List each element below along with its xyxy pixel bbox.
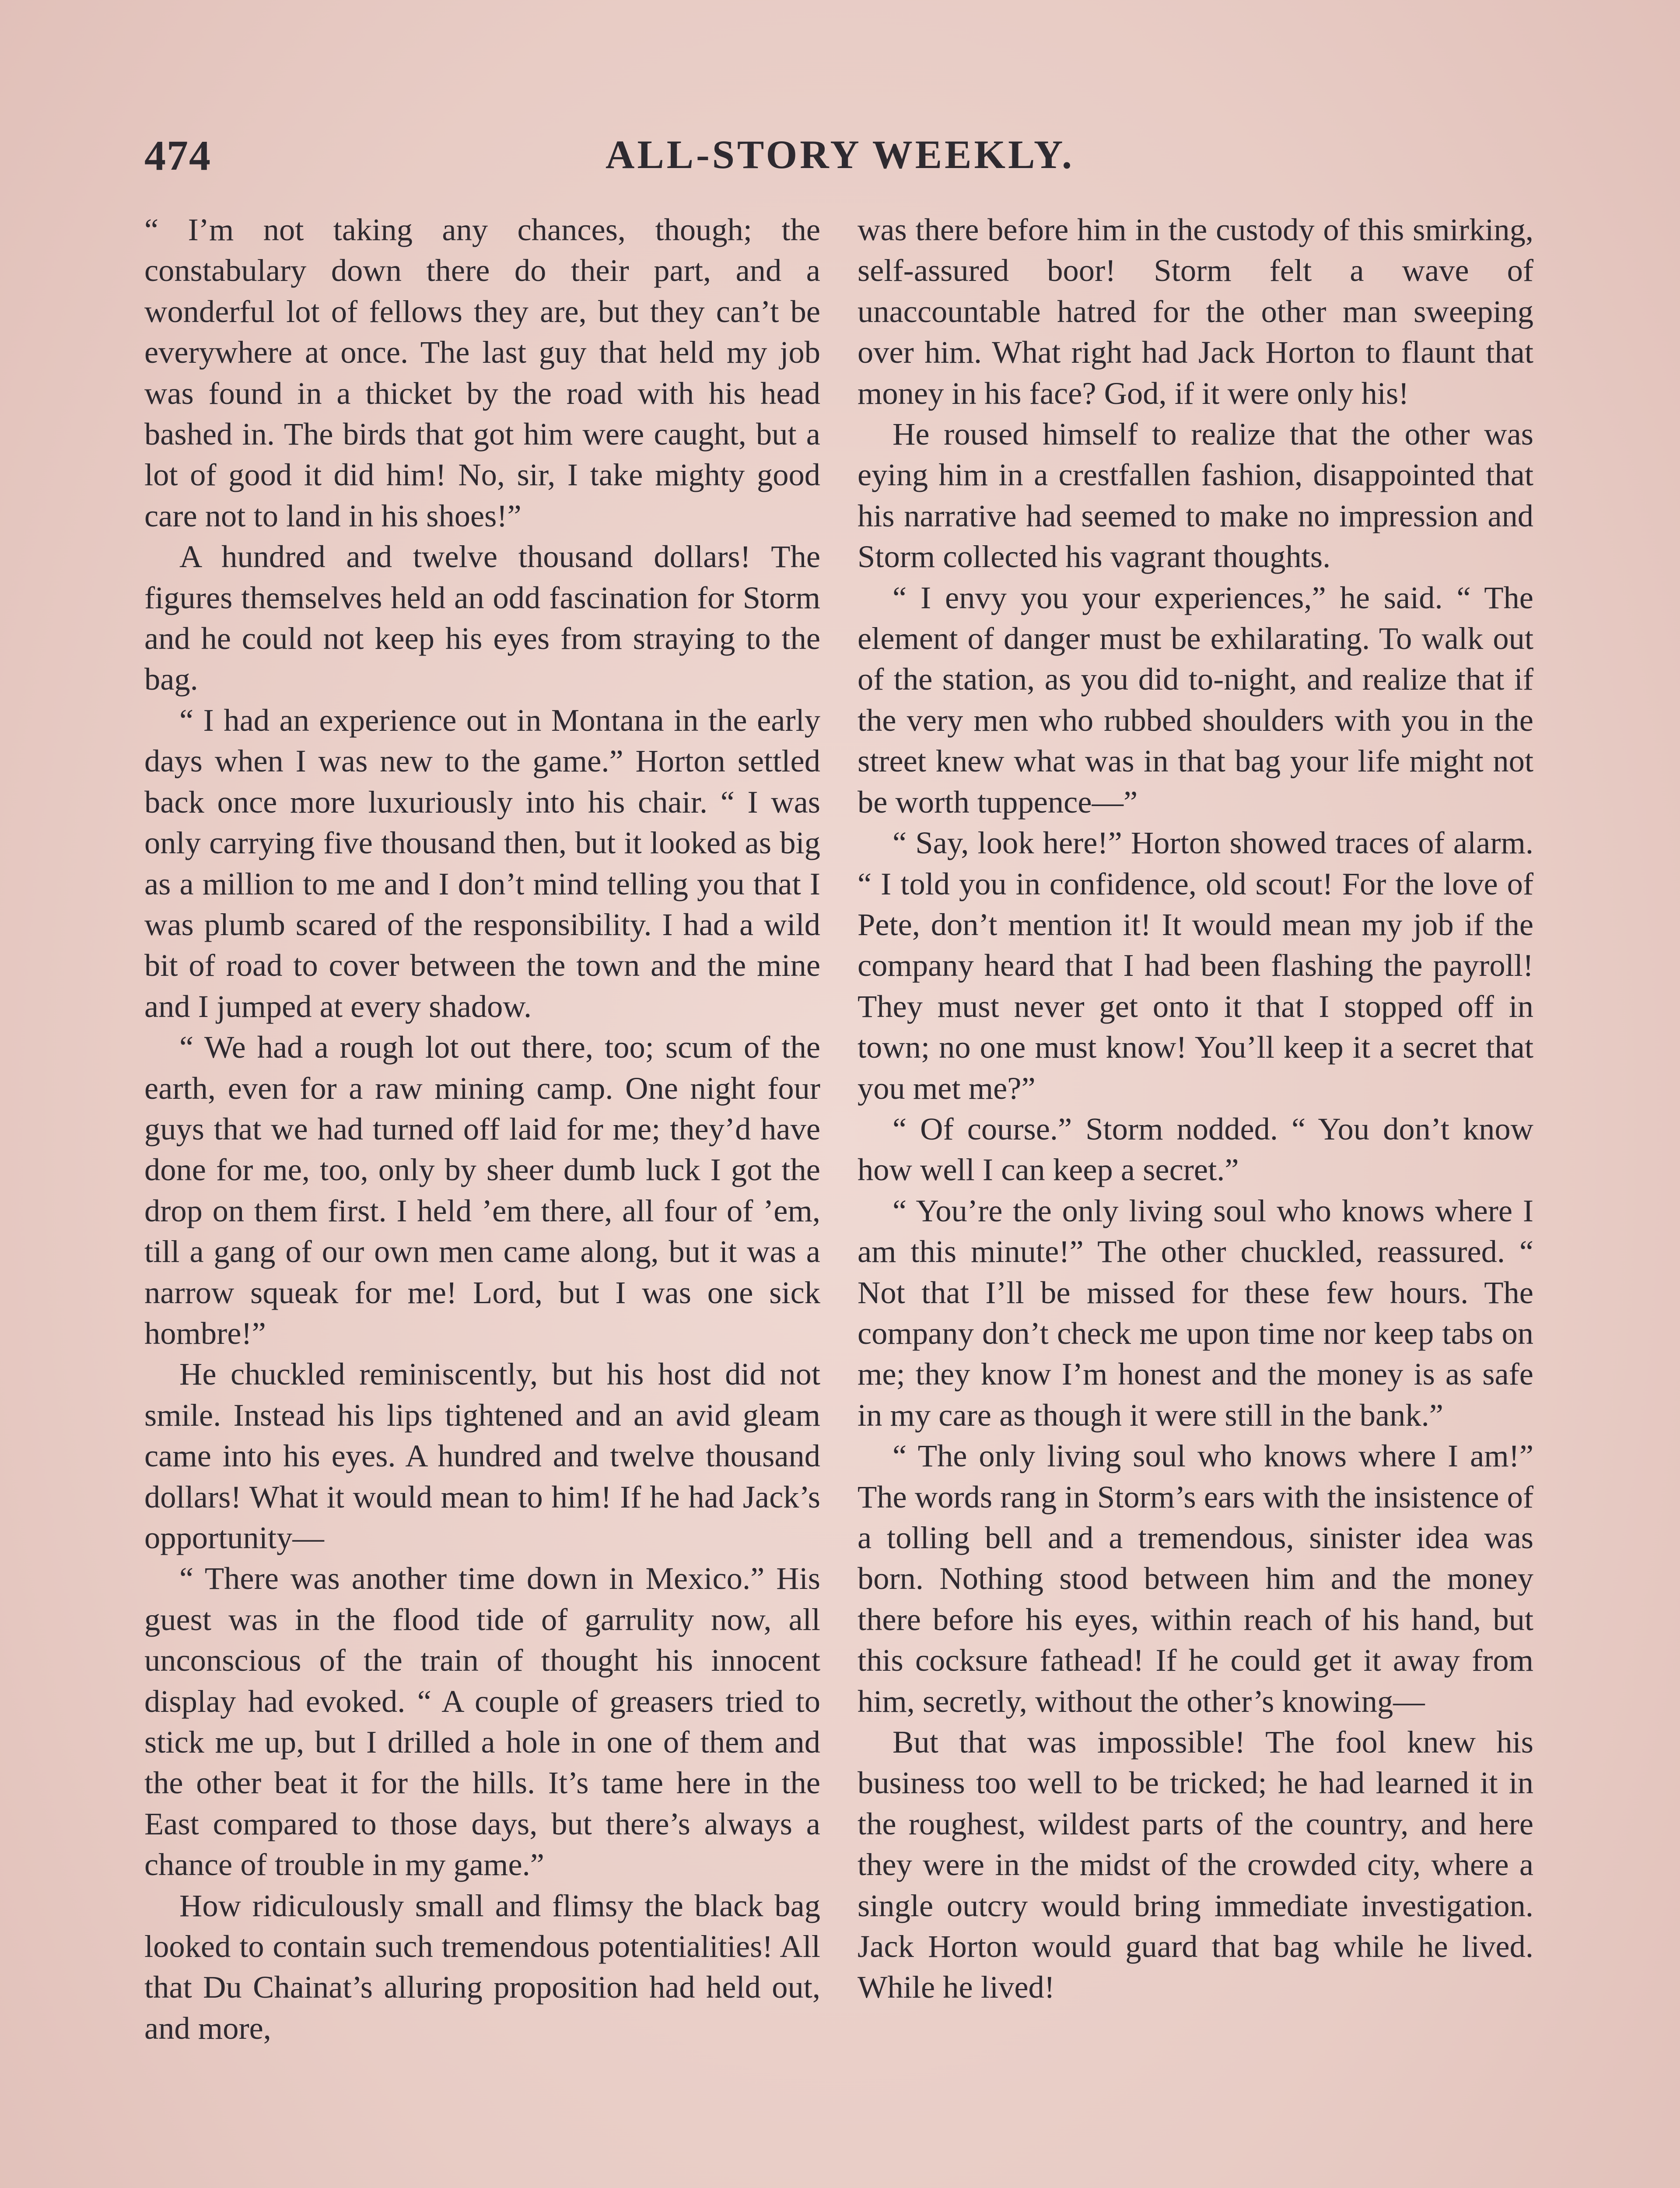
paragraph: “ I’m not taking any chances, though; the constabulary down there do their part, and a wonderful lot of fellows they are, but they can’t be everywhere at once. The last guy that held my job was found in a thicket by the road with his head bashed in. The birds that got him were caught, but a lot of good it did him! No, sir, I take mighty good care not to land in his shoes!” — [144, 212, 820, 533]
paragraph: “ I had an experience out in Montana in the early days when I was new to the game.” Horton settled back once more luxuriously into his chair. “ I was only carrying five thousand then, but it looked as big as a million to me and I don’t mind telling you that I was plumb scared of the responsibility. I had a wild bit of road to cover between the town and the mine and I jumped at every shadow. — [144, 702, 820, 1024]
paragraph: A hundred and twelve thousand dollars! The figures themselves held an odd fascination for Storm and he could not keep his eyes from straying to the bag. — [144, 539, 820, 697]
left-column — [144, 209, 820, 2048]
running-head: ALL-STORY WEEKLY. — [606, 132, 1074, 177]
paragraph: “ I envy you your experiences,” he said. “ The element of danger must be exhilarating. To walk out of the station, as you did to-night, and realize that if the very men who rubbed shoulders with you in the street knew what was in that bag your life might not be worth tuppence—” — [858, 579, 1533, 820]
paragraph: He chuckled reminiscently, but his host did not smile. Instead his lips tightened and an avid gleam came into his eyes. A hundred and twelve thousand dollars! What it would mean to him! If he had Jack’s opportunity— — [144, 1356, 820, 1555]
paragraph: “ You’re the only living soul who knows where I am this minute!” The other chuckled, reassured. “ Not that I’ll be missed for these few hours. The company don’t check me upon time nor keep tabs on me; they know I’m honest and the money is as safe in my care as though it were still in the bank.” — [858, 1192, 1533, 1433]
paragraph: “ We had a rough lot out there, too; scum of the earth, even for a raw mining camp. One night four guys that we had turned off laid for me; they’d have done for me, too, only by sheer dumb luck I got the drop on them first. I held ’em there, all four of ’em, till a gang of our own men came along, but it was a narrow squeak for me! Lord, but I was one sick hombre!” — [144, 1029, 820, 1351]
paragraph: was there before him in the custody of this smirking, self-assured boor! Storm felt a wave of unaccountable hatred for the other man sweeping over him. What right had Jack Horton to flaunt that money in his face? God, if it were only his! — [858, 212, 1533, 411]
paragraph: “ Of course.” Storm nodded. “ You don’t know how well I can keep a secret.” — [858, 1111, 1533, 1188]
page-header — [144, 131, 1536, 188]
paragraph: “ Say, look here!” Horton showed traces of alarm. “ I told you in confidence, old scout! For the love of Pete, don’t mention it! It would mean my job if the company heard that I had been flashing the payroll! They must never get onto it that I stopped off in town; no one must know! You’ll keep it a secret that you met me?” — [858, 825, 1533, 1106]
paragraph: How ridiculously small and flimsy the black bag looked to contain such tremendous potentialities! All that Du Chainat’s alluring proposition had held out, and more, — [144, 1887, 820, 2046]
page-number: 474 — [144, 132, 211, 179]
paragraph: He roused himself to realize that the other was eying him in a crestfallen fashion, disappointed that his narrative had seemed to make no impression and Storm collected his vagrant thoughts. — [858, 416, 1533, 575]
right-column — [858, 209, 1533, 2008]
paragraph: “ There was another time down in Mexico.” His guest was in the flood tide of garrulity now, all unconscious of the train of thought his innocent display had evoked. “ A couple of greasers tried to stick me up, but I drilled a hole in one of them and the other beat it for the hills. It’s tame here in the East compared to those days, but there’s always a chance of trouble in my game.” — [144, 1560, 820, 1883]
paragraph: “ The only living soul who knows where I am!” The words rang in Storm’s ears with the insistence of a tolling bell and a tremendous, sinister idea was born. Nothing stood between him and the money there before his eyes, within reach of his hand, but this cocksure fathead! If he could get it away from him, secretly, without the other’s knowing— — [858, 1438, 1533, 1719]
paragraph: But that was impossible! The fool knew his business too well to be tricked; he had learned it in the roughest, wildest parts of the country, and here they were in the midst of the crowded city, where a single outcry would bring immediate investigation. Jack Horton would guard that bag while he lived. While he lived! — [858, 1724, 1533, 2005]
